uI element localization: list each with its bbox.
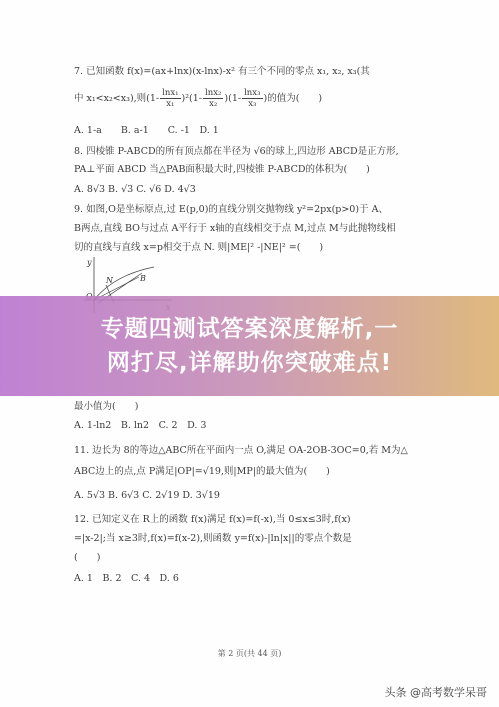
q7-options: A. 1-a B. a-1 C. -1 D. 1 [74, 125, 219, 136]
label-b: B [140, 274, 146, 283]
fraction-2-num: lnx₂ [205, 88, 222, 98]
q8-options: A. 8√3 B. √3 C. √6 D. 4√3 [74, 184, 196, 195]
q8-line2: PA⊥平面 ABCD 当△PAB面积最大时,四棱锥 P-ABCD的体积为( ) [74, 164, 370, 175]
q11-line2: ABC边上的点,点 P满足|OP|=√19,则|MP|的最大值为( ) [74, 466, 330, 477]
fraction-3 [242, 88, 262, 109]
fraction-2 [203, 88, 223, 109]
q12-line2: =|x-2|;当 x≥3时,f(x)=f(x-2),则函数 y=f(x)-|ln|x||的零点个数是 [74, 533, 352, 544]
q11-options: A. 5√3 B. 6√3 C. 2√19 D. 3√19 [74, 490, 220, 501]
banner-line2: 网打尽,详解助你突破难点! [106, 350, 393, 376]
fraction-2-den: x₂ [209, 99, 218, 109]
q7-line1: 7. 已知函数 f(x)=(ax+lnx)(x-lnx)-x² 有三个不同的零点 x₁, x₂, x₃(其 [74, 66, 370, 77]
q12-line1: 12. 已知定义在 R上的函数 f(x)满足 f(x)=f(-x),当 0≤x≤3时,f(x) [74, 514, 351, 525]
promo-banner [0, 296, 499, 396]
q9-line3: 切的直线与直线 x=p相交于点 N. 则|ME|² -|NE|² =( ) [74, 242, 324, 253]
q11-line1: 11. 边长为 8的等边△ABC所在平面内一点 O,满足 OA-2OB-3OC=0,若 M为△ [74, 445, 408, 456]
watermark: 头条 @高考数学呆哥 [384, 686, 487, 699]
q10-tail: 最小值为( ) [74, 401, 139, 412]
q7-line2-prefix: 中 x₁<x₂<x₃),则(1- [74, 93, 160, 104]
q9-line1: 9. 如图,O是坐标原点,过 E(p,0)的直线分别交抛物线 y²=2px(p>0)于 A、 [74, 204, 388, 215]
q7-line2-suffix: )的值为( ) [263, 93, 323, 104]
q10-options: A. 1-ln2 B. ln2 C. 2 D. 3 [74, 420, 207, 431]
q8-line1: 8. 四棱锥 P-ABCD的所有顶点都在半径为 √6的球上,四边形 ABCD是正方形, [74, 146, 399, 157]
label-y: y [87, 258, 92, 267]
q12-options: A. 1 B. 2 C. 4 D. 6 [74, 573, 179, 584]
q7-mid1: )²(1- [181, 93, 203, 104]
fraction-1-den: x₁ [166, 99, 175, 109]
q7-line2 [74, 88, 439, 109]
q12-line3: ( ) [74, 552, 101, 563]
banner-line1: 专题四测试答案深度解析,一 [100, 316, 399, 342]
q7-mid2: )(1- [224, 93, 242, 104]
label-n: N [106, 276, 113, 285]
fraction-3-den: x₃ [248, 99, 257, 109]
fraction-1 [160, 88, 180, 109]
page-footer: 第 2 页(共 44 页) [217, 649, 282, 658]
fraction-1-num: lnx₁ [162, 88, 179, 98]
q9-line2: B两点,直线 BO与过点 A平行于 x轴的直线相交于点 M,过点 M与此抛物线相 [74, 223, 396, 234]
fraction-3-num: lnx₃ [244, 88, 261, 98]
